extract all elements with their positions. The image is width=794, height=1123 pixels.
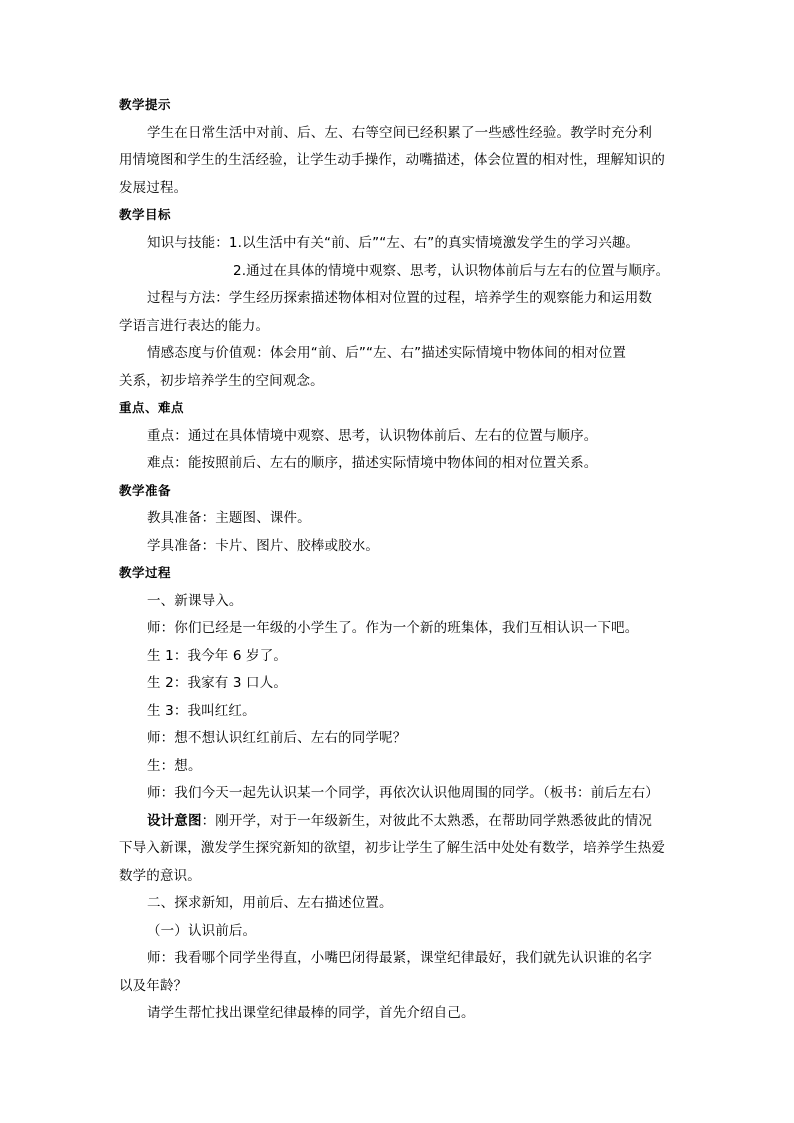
- process-line: 二、探求新知，用前后、左右描述位置。: [147, 895, 393, 911]
- goal-emotion-line: 关系，初步培养学生的空间观念。: [119, 373, 324, 389]
- goal-knowledge-2: 2.通过在具体的情境中观察、思考，认识物体前后与左右的位置与顺序。: [233, 263, 670, 279]
- process-line: 师：我们今天一起先认识某一个同学，再依次认识他周围的同学。（板书：前后左右）: [147, 785, 659, 801]
- process-line: 师：我看哪个同学坐得直，小嘴巴闭得最紧，课堂纪律最好，我们就先认识谁的名字: [147, 950, 653, 966]
- goal-emotion-line: 情感态度与价值观：体会用“前、后”“左、右”描述实际情境中物体间的相对位置: [147, 345, 627, 361]
- heading-teaching-goals: 教学目标: [119, 207, 172, 222]
- process-line: 生：想。: [147, 758, 202, 774]
- tips-paragraph-line: 用情境图和学生的生活经验，让学生动手操作，动嘴描述，体会位置的相对性，理解知识的: [119, 152, 665, 168]
- tips-paragraph-line: 学生在日常生活中对前、后、左、右等空间已经积累了一些感性经验。教学时充分利: [147, 125, 653, 141]
- design-intent-label: 设计意图: [147, 813, 202, 829]
- difficult-point: 难点：能按照前后、左右的顺序，描述实际情境中物体间的相对位置关系。: [147, 455, 598, 471]
- goal-knowledge-1: 知识与技能：1.以生活中有关“前、后”“左、右”的真实情境激发学生的学习兴趣。: [147, 235, 640, 251]
- prep-student-tools: 学具准备：卡片、图片、胶棒或胶水。: [147, 538, 380, 554]
- heading-teaching-prep: 教学准备: [119, 483, 172, 498]
- process-line: 师：你们已经是一年级的小学生了。作为一个新的班集体，我们互相认识一下吧。: [147, 620, 639, 636]
- goal-process-line: 过程与方法：学生经历探索描述物体相对位置的过程，培养学生的观察能力和运用数: [147, 290, 653, 306]
- key-point: 重点：通过在具体情境中观察、思考，认识物体前后、左右的位置与顺序。: [147, 428, 598, 444]
- process-line: 以及年龄？: [119, 978, 188, 994]
- heading-teaching-process: 教学过程: [119, 565, 172, 580]
- process-line: 请学生帮忙找出课堂纪律最棒的同学，首先介绍自己。: [147, 1005, 475, 1021]
- process-line: 下导入新课，激发学生探究新知的欲望，初步让学生了解生活中处处有数学，培养学生热爱: [119, 840, 665, 856]
- process-line: 一、新课导入。: [147, 593, 243, 609]
- process-line: 生 3：我叫红红。: [147, 703, 256, 719]
- prep-teacher-tools: 教具准备：主题图、课件。: [147, 510, 311, 526]
- design-intent-line: [147, 812, 652, 830]
- process-line: 师：想不想认识红红前后、左右的同学呢？: [147, 730, 407, 746]
- process-line: （一）认识前后。: [147, 923, 257, 939]
- process-line: 生 2：我家有 3 口人。: [147, 675, 288, 691]
- process-line: 数学的意识。: [119, 868, 201, 884]
- heading-key-points: 重点、难点: [119, 400, 185, 415]
- heading-teaching-tips: 教学提示: [119, 97, 172, 112]
- design-intent-text: ：刚开学，对于一年级新生，对彼此不太熟悉，在帮助同学熟悉彼此的情况: [201, 813, 653, 829]
- process-line: 生 1：我今年 6 岁了。: [147, 648, 288, 664]
- tips-paragraph-line: 发展过程。: [119, 180, 188, 196]
- goal-process-line: 学语言进行表达的能力。: [119, 318, 270, 334]
